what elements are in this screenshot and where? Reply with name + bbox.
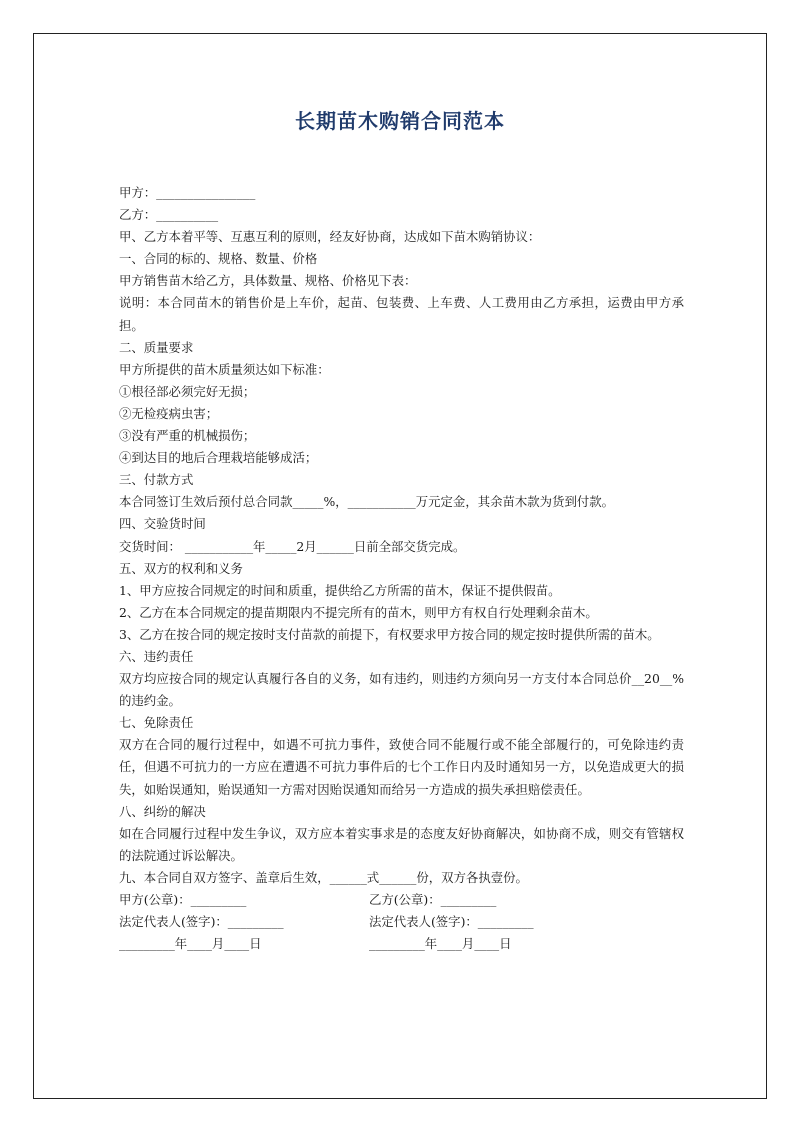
- party-b-date-field: _________年____月____日: [369, 936, 512, 952]
- section-7-heading: 七、免除责任: [119, 715, 194, 731]
- section-4-text: 交货时间： ___________年_____2月______日前全部交货完成。: [119, 538, 466, 554]
- party-a-seal-field: 甲方(公章)：_________: [119, 892, 247, 907]
- rights-item-3: 3、乙方在按合同的规定按时支付苗款的前提下，有权要求甲方按合同的规定按时提供所需的苗木。: [119, 626, 660, 642]
- signature-date-row: [119, 933, 684, 955]
- contract-body: [119, 182, 684, 955]
- section-9-text: 九、本合同自双方签字、盖章后生效，______式______份，双方各执壹份。: [119, 869, 528, 885]
- section-4-heading: 四、交验货时间: [119, 516, 206, 532]
- rights-item-2: 2、乙方在本合同规定的提苗期限内不提完所有的苗木，则甲方有权自行处理剩余苗木。: [119, 604, 598, 620]
- section-5-heading: 五、双方的权利和义务: [119, 560, 243, 576]
- section-1-note: 说明：本合同苗木的销售价是上车价，起苗、包装费、上车费、人工费用由乙方承担，运费由甲方承担。: [119, 295, 684, 333]
- section-8-heading: 八、纠纷的解决: [119, 803, 206, 819]
- party-b-seal-field: 乙方(公章)：_________: [369, 892, 497, 907]
- party-b-rep-field: 法定代表人(签字)：_________: [369, 914, 534, 930]
- signature-seal-row: [119, 889, 684, 911]
- section-1-heading: 一、合同的标的、规格、数量、价格: [119, 251, 318, 267]
- section-6-text: 双方均应按合同的规定认真履行各自的义务，如有违约，则违约方须向另一方支付本合同总价__20__%的违约金。: [119, 671, 684, 709]
- quality-item-1: ①根径部必须完好无损；: [119, 383, 256, 399]
- section-3-heading: 三、付款方式: [119, 472, 194, 488]
- document-title: 长期苗木购销合同范本: [295, 109, 505, 133]
- party-a-rep-field: 法定代表人(签字)：_________: [119, 914, 284, 930]
- party-b-line: 乙方：__________: [119, 207, 219, 223]
- signature-rep-row: [119, 911, 684, 933]
- intro-paragraph: 甲、乙方本着平等、互惠互利的原则，经友好协商，达成如下苗木购销协议：: [119, 229, 541, 245]
- section-6-heading: 六、违约责任: [119, 648, 194, 664]
- section-2-heading: 二、质量要求: [119, 339, 194, 355]
- party-a-date-field: _________年____月____日: [119, 936, 262, 952]
- section-8-text: 如在合同履行过程中发生争议，双方应本着实事求是的态度友好协商解决，如协商不成，则交有管辖权的法院通过诉讼解决。: [119, 825, 684, 863]
- section-7-text: 双方在合同的履行过程中，如遇不可抗力事件，致使合同不能履行或不能全部履行的，可免除违约责任，但遇不可抗力的一方应在遭遇不可抗力事件后的七个工作日内及时通知另一方，以免造成更大的损失，如贻误通知，贻误通知一方需对因贻误通知而给另一方造成的损失承担赔偿责任。: [119, 737, 684, 797]
- quality-item-4: ④到达目的地后合理栽培能够成活；: [119, 450, 318, 466]
- rights-item-1: 1、甲方应按合同规定的时间和质重，提供给乙方所需的苗木，保证不提供假苗。: [119, 582, 561, 598]
- quality-item-3: ③没有严重的机械损伤；: [119, 428, 256, 444]
- section-2-text: 甲方所提供的苗木质量须达如下标准：: [119, 361, 330, 377]
- quality-item-2: ②无检疫病虫害；: [119, 405, 219, 421]
- section-1-text: 甲方销售苗木给乙方，具体数量、规格、价格见下表：: [119, 273, 417, 289]
- party-a-line: 甲方：________________: [119, 185, 256, 200]
- section-3-text: 本合同签订生效后预付总合同款_____%，___________万元定金，其余苗木款为货到付款。: [119, 494, 615, 510]
